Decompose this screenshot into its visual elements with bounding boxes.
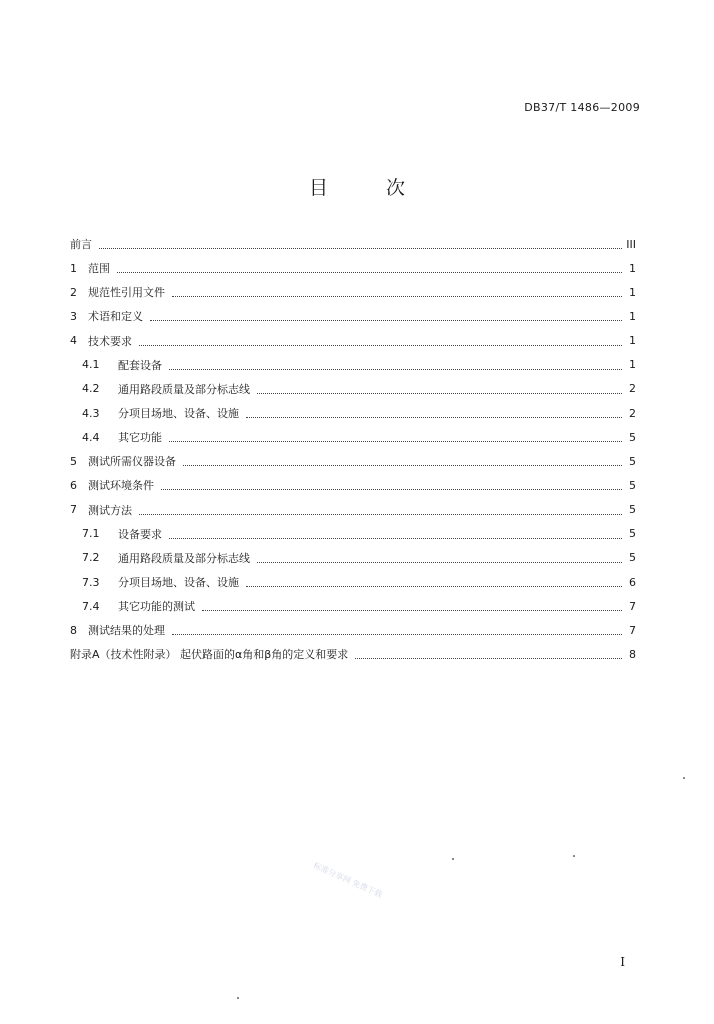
toc-dot-leader [139,513,622,515]
toc-entry[interactable] [70,304,636,328]
toc-entry-title: 分项目场地、设备、设施 [118,407,239,421]
toc-entry-number: 7.2 [82,551,100,565]
toc-entry[interactable] [70,280,636,304]
toc-entry-number: 4 [70,334,77,348]
toc-entry-page: 6 [629,575,636,589]
toc-entry-title: 配套设备 [118,358,162,372]
toc-entry-page: 5 [629,454,636,468]
toc-entry-title: 测试结果的处理 [88,624,165,638]
toc-entry-number: 4.2 [82,382,100,396]
toc-entry[interactable] [70,594,636,618]
scan-speck [683,777,685,779]
toc-entry-page: 2 [629,406,636,420]
toc-entry[interactable] [70,570,636,594]
toc-dot-leader [257,392,622,394]
toc-dot-leader [169,537,622,539]
toc-entry[interactable] [70,256,636,280]
toc-dot-leader [172,295,622,297]
toc-entry-title: 测试所需仪器设备 [88,455,176,469]
toc-dot-leader [150,319,622,321]
toc-entry-page: 1 [629,358,636,372]
toc-entry-title: 技术要求 [88,334,132,348]
toc-entry-page: 8 [629,647,636,661]
table-of-contents [70,232,636,667]
toc-entry-title: 附录A（技术性附录） 起伏路面的α角和β角的定义和要求 [70,648,349,662]
toc-dot-leader [169,440,622,442]
toc-entry-page: 7 [629,623,636,637]
scan-speck [237,997,239,999]
toc-dot-leader [246,416,622,418]
toc-entry-page: 5 [629,527,636,541]
watermark: 标准分享网 免费下载 [311,860,384,900]
toc-entry-title: 分项目场地、设备、设施 [118,576,239,590]
document-id: DB37/T 1486—2009 [524,101,640,114]
toc-entry-page: 5 [629,551,636,565]
toc-entry-page: 5 [629,478,636,492]
toc-entry[interactable] [70,232,636,256]
scan-speck [573,855,575,857]
toc-dot-leader [172,633,622,635]
toc-dot-leader [183,464,622,466]
toc-entry-title: 测试环境条件 [88,479,154,493]
toc-entry-number: 4.1 [82,358,100,372]
toc-dot-leader [99,247,622,249]
toc-entry-number: 1 [70,261,77,275]
toc-entry[interactable] [70,353,636,377]
toc-dot-leader [257,561,622,563]
page-number: I [620,955,625,969]
toc-entry[interactable] [70,377,636,401]
toc-entry-page: 2 [629,382,636,396]
toc-entry-number: 4.3 [82,406,100,420]
toc-entry[interactable] [70,642,636,666]
toc-entry-title: 其它功能的测试 [118,600,195,614]
toc-entry[interactable] [70,425,636,449]
toc-dot-leader [139,344,622,346]
toc-entry-page: 1 [629,261,636,275]
page-title: 目 次 [308,177,432,199]
toc-entry[interactable] [70,618,636,642]
toc-dot-leader [355,657,622,659]
toc-entry-page: 5 [629,430,636,444]
toc-entry[interactable] [70,498,636,522]
toc-entry-title: 规范性引用文件 [88,286,165,300]
toc-dot-leader [202,609,622,611]
toc-entry-title: 前言 [70,238,92,252]
toc-entry-title: 术语和定义 [88,310,143,324]
toc-entry-title: 范围 [88,262,110,276]
toc-entry-title: 设备要求 [118,527,162,541]
toc-dot-leader [117,271,622,273]
toc-entry-number: 8 [70,623,77,637]
toc-entry[interactable] [70,401,636,425]
toc-entry-number: 7.1 [82,527,100,541]
toc-entry-title: 通用路段质量及部分标志线 [118,551,250,565]
toc-entry-number: 4.4 [82,430,100,444]
toc-dot-leader [161,488,622,490]
toc-entry-number: 3 [70,309,77,323]
toc-entry-number: 7.4 [82,599,100,613]
toc-entry-number: 6 [70,478,77,492]
toc-entry-page: III [626,237,636,251]
toc-entry-page: 7 [629,599,636,613]
toc-entry-number: 7.3 [82,575,100,589]
toc-entry[interactable] [70,473,636,497]
toc-entry-title: 测试方法 [88,503,132,517]
toc-entry-number: 7 [70,503,77,517]
toc-entry-page: 1 [629,309,636,323]
toc-entry[interactable] [70,449,636,473]
toc-entry[interactable] [70,329,636,353]
toc-entry-page: 1 [629,334,636,348]
toc-entry-number: 2 [70,285,77,299]
scan-speck [452,858,454,860]
toc-entry-number: 5 [70,454,77,468]
toc-entry[interactable] [70,522,636,546]
toc-entry[interactable] [70,546,636,570]
toc-entry-page: 1 [629,285,636,299]
toc-dot-leader [246,585,622,587]
toc-entry-title: 其它功能 [118,431,162,445]
toc-entry-page: 5 [629,503,636,517]
toc-dot-leader [169,368,622,370]
toc-entry-title: 通用路段质量及部分标志线 [118,382,250,396]
